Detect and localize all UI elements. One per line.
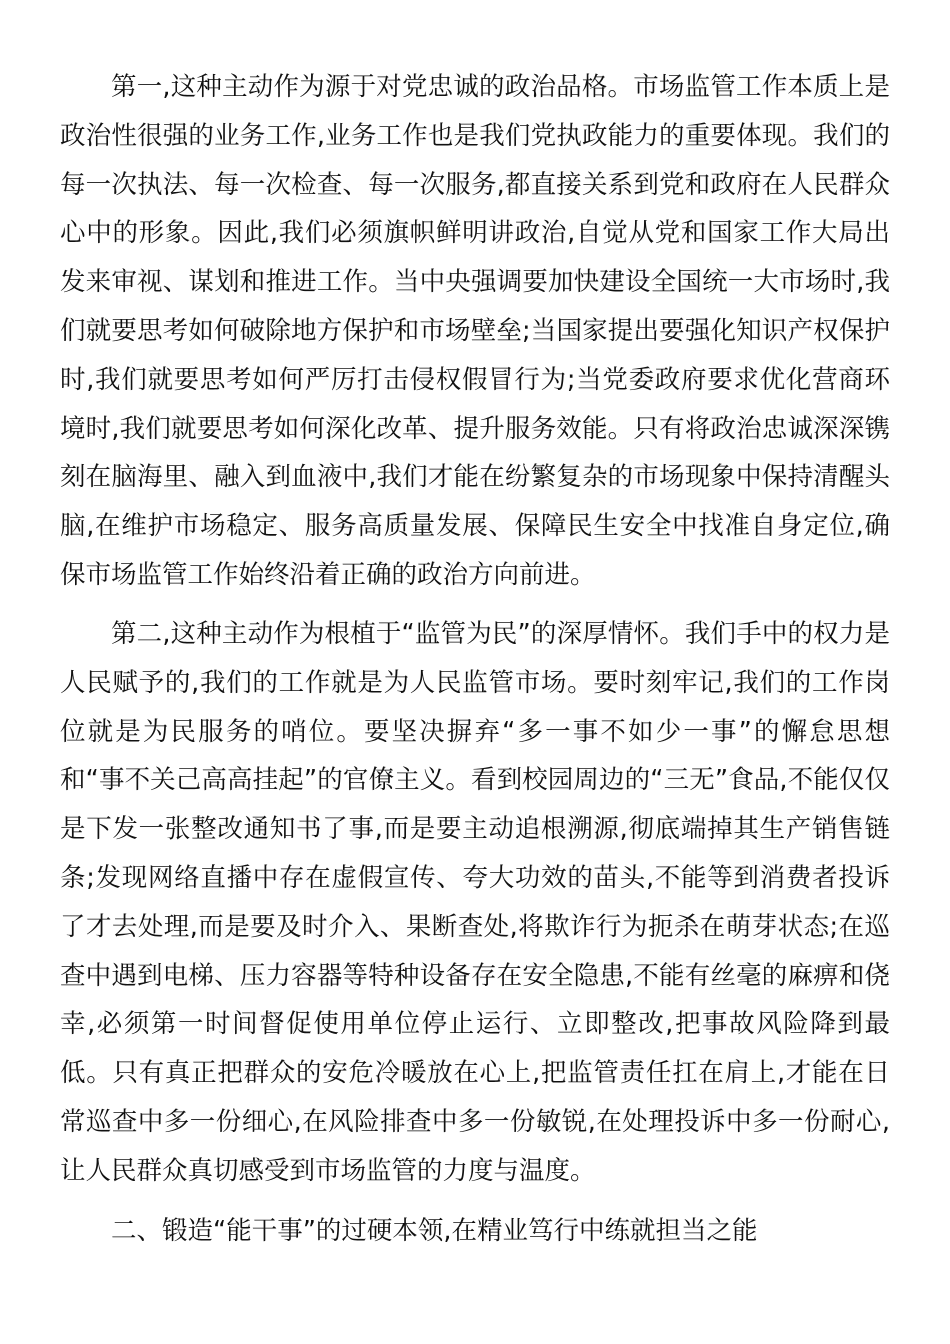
section-heading: 二、锻造“能干事”的过硬本领,在精业笃行中练就担当之能 — [111, 1216, 758, 1246]
paragraph-first-loyalty: 第一,这种主动作为源于对党忠诚的政治品格。市场监管工作本质上是政治性很强的业务工作,业务工作也是我们党执政能力的重要体现。我们的每一次执法、每一次检查、每一次服务,都直接关系到党和政府在人民群众心中的形象。因此,我们必须旗帜鲜明讲政治,自觉从党和国家工作大局出发来审视、谋划和推进工作。当中央强调要加快建设全国统一大市场时,我们就要思考如何破除地方保护和市场壁垒;当国家提出要强化知识产权保护时,我们就要思考如何严厉打击侵权假冒行为;当党委政府要求优化营商环境时,我们就要思考如何深化改革、提升服务效能。只有将政治忠诚深深镌刻在脑海里、融入到血液中,我们才能在纷繁复杂的市场现象中保持清醒头脑,在维护市场稳定、服务高质量发展、保障民生安全中找准自身定位,确保市场监管工作始终沿着正确的政治方向前进。 — [60, 72, 890, 590]
paragraph-second-people: 第二,这种主动作为根植于“监管为民”的深厚情怀。我们手中的权力是人民赋予的,我们的工作就是为人民监管市场。要时刻牢记,我们的工作岗位就是为民服务的哨位。要坚决摒弃“多一事不如少一事”的懈怠思想和“事不关己高高挂起”的官僚主义。看到校园周边的“三无”食品,不能仅仅是下发一张整改通知书了事,而是要主动追根溯源,彻底端掉其生产销售链条;发现网络直播中存在虚假宣传、夸大功效的苗头,不能等到消费者投诉了才去处理,而是要及时介入、果断查处,将欺诈行为扼杀在萌芽状态;在巡查中遇到电梯、压力容器等特种设备存在安全隐患,不能有丝毫的麻痹和侥幸,必须第一时间督促使用单位停止运行、立即整改,把事故风险降到最低。只有真正把群众的安危冷暖放在心上,把监管责任扛在肩上,才能在日常巡查中多一份细心,在风险排查中多一份敏锐,在处理投诉中多一份耐心,让人民群众真切感受到市场监管的力度与温度。 — [60, 619, 890, 1186]
